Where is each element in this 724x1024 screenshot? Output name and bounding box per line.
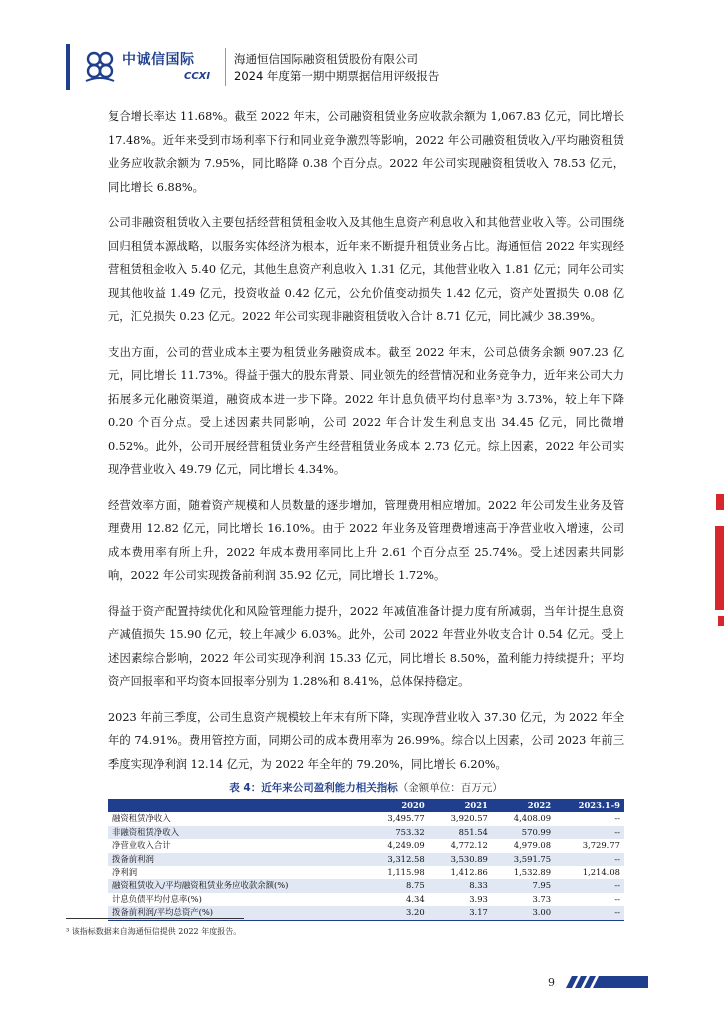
table-row xyxy=(108,826,624,839)
page-header xyxy=(0,0,724,100)
table-cell: 851.54 xyxy=(429,826,492,839)
table-cell: 3,530.89 xyxy=(429,853,492,866)
footnote: ³ 该指标数据来自海通恒信提供 2022 年度报告。 xyxy=(66,927,242,936)
table-unit: （金额单位：百万元） xyxy=(397,782,503,794)
page-stripe-decoration xyxy=(566,976,648,988)
table-cell: -- xyxy=(614,813,620,824)
table-cell: 8.75 xyxy=(365,879,428,892)
table-cell: 3.00 xyxy=(492,906,555,920)
table-cell: 3,729.77 xyxy=(582,840,620,851)
table-cell: 3.17 xyxy=(429,906,492,920)
table-cell: 4,772.12 xyxy=(450,840,488,851)
footnote-divider xyxy=(66,918,244,919)
column-header: 2021 xyxy=(429,799,492,812)
table-row xyxy=(108,893,624,906)
table-cell: 7.95 xyxy=(492,879,555,892)
table-cell: 3,591.75 xyxy=(492,853,555,866)
row-label: 净营业收入合计 xyxy=(112,840,171,851)
ccxi-logo xyxy=(80,47,230,87)
paragraph: 得益于资产配置持续优化和风险管理能力提升，2022 年减值准备计提力度有所减弱，当年计提生息资产减值损失 15.90 亿元，较上年减少 6.03%。此外，公司 2022 年营业外收支合计 0.54 亿元。受上述因素综合影响，2022 年公司实现净利润 15.33 亿元，同比增长 8.50%，盈利能力持续提升；平均资产回报率和平均资本回报率分别为 1.28%和 8.41%，总体保持稳定。 xyxy=(108,604,624,688)
header-accent-bar xyxy=(66,44,70,90)
paragraph: 复合增长率达 11.68%。截至 2022 年末，公司融资租赁业务应收款余额为 1,067.83 亿元，同比增长 17.48%。近年来受到市场利率下行和同业竞争激烈等影响，2022 年公司融资租赁收入/平均融资租赁业务应收款余额为 7.95%，同比略降 0.38 个百分点。2022 年公司实现融资租赁收入 78.53 亿元，同比增长 6.88%。 xyxy=(108,110,624,194)
header-divider xyxy=(225,48,226,86)
row-label: 拨备前利润 xyxy=(108,853,365,866)
table-cell: 4,249.09 xyxy=(387,840,425,851)
table-cell: 3.93 xyxy=(469,893,488,904)
table-cell: 3,312.58 xyxy=(365,853,428,866)
logo-mark-icon xyxy=(80,47,120,85)
table-cell: 1,412.86 xyxy=(450,867,488,878)
table-cell: 3.20 xyxy=(365,906,428,920)
table-cell: 1,115.98 xyxy=(387,867,425,878)
table-row xyxy=(108,812,624,825)
column-header: 2023.1-9 xyxy=(555,799,624,812)
row-label: 净利润 xyxy=(112,867,138,878)
row-label: 拨备前利润/平均总资产(%) xyxy=(108,906,365,920)
paragraph: 公司非融资租赁收入主要包括经营租赁租金收入及其他生息资产利息收入和其他营业收入等。公司围绕回归租赁本源战略，以服务实体经济为根本，近年来不断提升租赁业务占比。海通恒信 2022 年实现经营租赁租金收入 5.40 亿元，其他生息资产利息收入 1.31 亿元，其他营业收入 1.81 亿元；同年公司实现其他收益 1.49 亿元，投资收益 0.42 亿元，公允价值变动损失 1.42 亿元，资产处置损失 0.08 亿元，汇兑损失 0.23 亿元。2022 年公司实现非融资租赁收入合计 8.71 亿元，同比减少 38.39%。 xyxy=(108,216,624,323)
table-cell: -- xyxy=(555,826,624,839)
table-cell: 3.73 xyxy=(532,893,552,904)
table-row xyxy=(108,866,624,879)
table-cell: 4,408.09 xyxy=(513,813,552,824)
table-cell: 3,495.77 xyxy=(387,813,425,824)
row-label: 融资租赁收入/平均融资租赁业务应收款余额(%) xyxy=(108,879,365,892)
table-cell: 3,920.57 xyxy=(450,813,488,824)
paragraph: 经营效率方面，随着资产规模和人员数量的逐步增加，管理费用相应增加。2022 年公司发生业务及管理费用 12.82 亿元，同比增长 16.10%。由于 2022 年业务及管理费增速高于净营业收入增速，公司成本费用率有所上升，2022 年成本费用率同比上升 2.61 个百分点至 25.74%。受上述因素共同影响，2022 年公司实现拨备前利润 35.92 亿元，同比增长 1.72%。 xyxy=(108,498,624,582)
table-cell: -- xyxy=(555,853,624,866)
paragraph: 支出方面，公司的营业成本主要为租赁业务融资成本。截至 2022 年末，公司总债务余额 907.23 亿元，同比增长 11.73%。得益于强大的股东背景、同业领先的经营情况和业务竞争力，近年来公司大力拓展多元化融资渠道，融资成本进一步下降。2022 年计息负债平均付息率³为 3.73%，较上年下降 0.20 个百分点。受上述因素共同影响，公司 2022 年合计发生利息支出 34.45 亿元，同比微增 0.52%。此外，公司开展经营租赁业务产生经营租赁业务成本 2.73 亿元。综上因素，2022 年公司实现净营业收入 49.79 亿元，同比增长 4.34%。 xyxy=(108,345,624,476)
table-cell: 1,214.08 xyxy=(582,867,620,878)
column-header: 2022 xyxy=(492,799,555,812)
profitability-table xyxy=(108,799,624,921)
table-cell: -- xyxy=(555,906,624,920)
table-row xyxy=(108,879,624,892)
table-row xyxy=(108,853,624,866)
page-number: 9 xyxy=(548,976,555,989)
table-cell: 753.32 xyxy=(365,826,428,839)
column-header xyxy=(108,799,365,812)
column-header: 2020 xyxy=(365,799,428,812)
logo-english-name: CCXI xyxy=(184,71,211,82)
table-cell: -- xyxy=(614,893,620,904)
row-label: 计息负债平均付息率(%) xyxy=(112,893,202,904)
table-cell: 8.33 xyxy=(429,879,492,892)
row-label: 融资租赁净收入 xyxy=(112,813,171,824)
table-cell: 1,532.89 xyxy=(513,867,552,878)
report-title: 2024 年度第一期中期票据信用评级报告 xyxy=(234,69,440,83)
table-header-row xyxy=(108,799,624,812)
main-content xyxy=(108,105,624,921)
table-row xyxy=(108,839,624,852)
paragraph: 2023 年前三季度，公司生息资产规模较上年末有所下降，实现净营业收入 37.30 亿元，为 2022 年全年的 74.91%。费用管控方面，同期公司的成本费用率为 26.99%。综合以上因素，公司 2023 年前三季度实现净利润 12.14 亿元，为 2022 年全年的 79.20%，同比增长 6.20%。 xyxy=(108,710,624,771)
table-cell: 4,979.08 xyxy=(513,840,552,851)
logo-chinese-name: 中诚信国际 xyxy=(122,52,195,68)
table-title-text: 表 4：近年来公司盈利能力相关指标 xyxy=(229,782,398,794)
row-label: 非融资租赁净收入 xyxy=(108,826,365,839)
company-name: 海通恒信国际融资租赁股份有限公司 xyxy=(234,52,418,66)
side-stamp-mark xyxy=(713,488,724,628)
table-cell: 4.34 xyxy=(406,893,425,904)
header-text xyxy=(234,51,439,85)
table-cell: 570.99 xyxy=(492,826,555,839)
table-cell: -- xyxy=(555,879,624,892)
table-title xyxy=(108,780,624,795)
